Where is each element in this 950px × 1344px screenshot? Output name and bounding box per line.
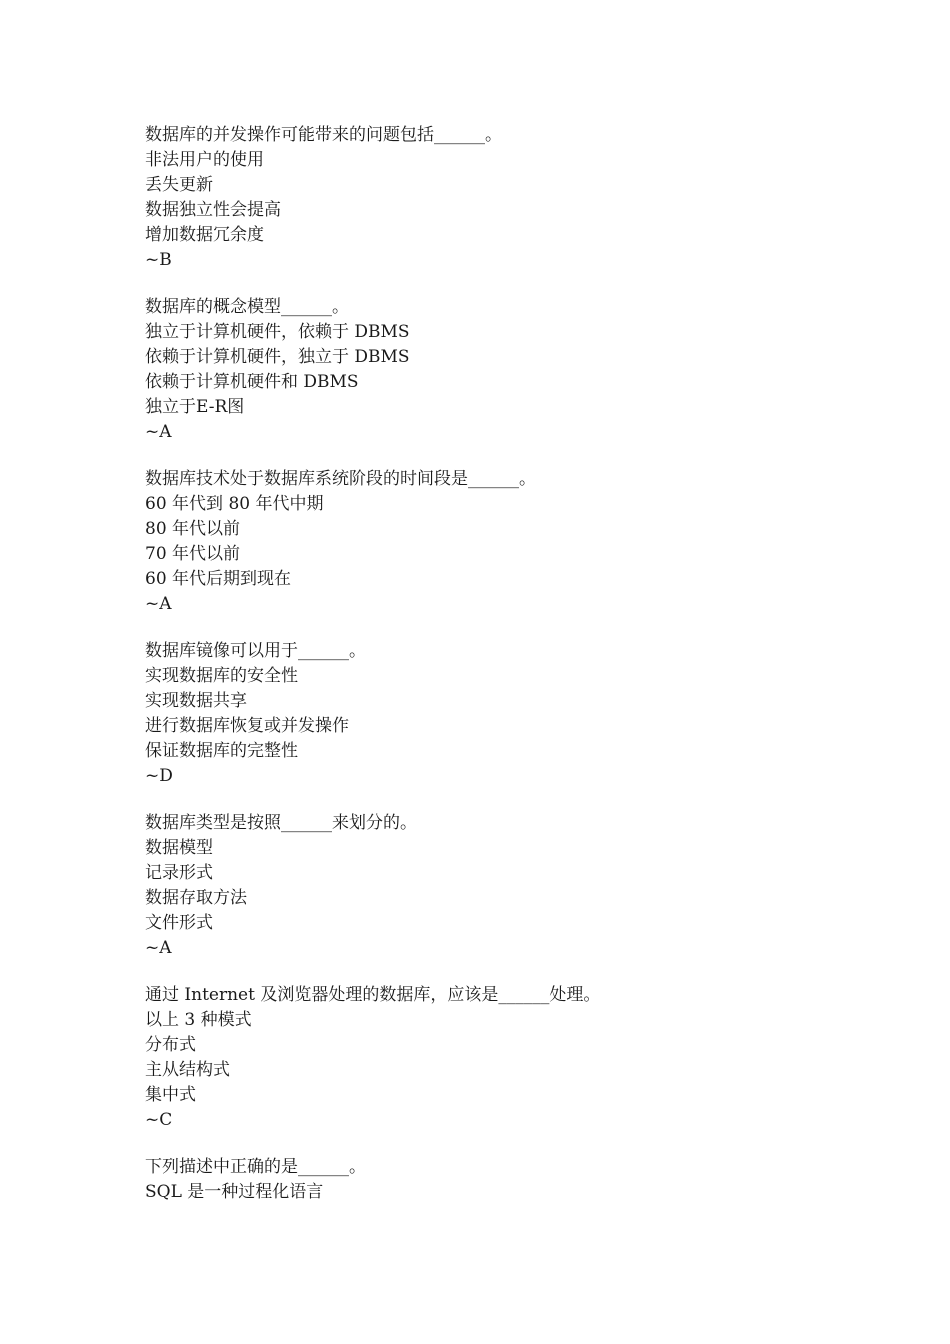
answer-key: ~D (145, 766, 173, 786)
option-text: 丢失更新 (145, 175, 213, 195)
option-text: 文件形式 (145, 913, 213, 933)
option-text: 进行数据库恢复或并发操作 (145, 716, 349, 736)
option-text: 依赖于计算机硬件和 DBMS (145, 372, 359, 392)
option-text: 实现数据库的安全性 (145, 666, 298, 686)
question-block (145, 123, 845, 273)
question-block (145, 467, 845, 617)
question-stem: 下列描述中正确的是______。 (145, 1157, 366, 1177)
option-text: 依赖于计算机硬件，独立于 DBMS (145, 347, 410, 367)
answer-key: ~C (145, 1110, 173, 1130)
question-block (145, 639, 845, 789)
option-text: 记录形式 (145, 863, 213, 883)
question-stem: 数据库的概念模型______。 (145, 297, 349, 317)
option-text: 数据模型 (145, 838, 213, 858)
option-text: 80 年代以前 (145, 519, 241, 539)
question-stem: 数据库镜像可以用于______。 (145, 641, 366, 661)
answer-key: ~B (145, 250, 172, 270)
question-stem: 数据库的并发操作可能带来的问题包括______。 (145, 125, 502, 145)
question-stem: 数据库技术处于数据库系统阶段的时间段是______。 (145, 469, 536, 489)
option-text: 60 年代到 80 年代中期 (145, 494, 324, 514)
option-text: 增加数据冗余度 (145, 225, 264, 245)
answer-key: ~A (145, 938, 172, 958)
option-text: 数据独立性会提高 (145, 200, 281, 220)
option-text: 70 年代以前 (145, 544, 241, 564)
option-text: 保证数据库的完整性 (145, 741, 298, 761)
option-text: 集中式 (145, 1085, 196, 1105)
option-text: 60 年代后期到现在 (145, 569, 292, 589)
option-text: 数据存取方法 (145, 888, 247, 908)
option-text: 独立于计算机硬件，依赖于 DBMS (145, 322, 410, 342)
question-block (145, 811, 845, 961)
option-text: 主从结构式 (145, 1060, 230, 1080)
question-stem: 数据库类型是按照______来划分的。 (145, 813, 417, 833)
option-text: 实现数据共享 (145, 691, 247, 711)
document-page (145, 123, 845, 1227)
option-text: SQL 是一种过程化语言 (145, 1182, 324, 1202)
question-block (145, 295, 845, 445)
option-text: 以上 3 种模式 (145, 1010, 252, 1030)
question-block (145, 983, 845, 1133)
question-block (145, 1155, 845, 1205)
answer-key: ~A (145, 422, 172, 442)
option-text: 非法用户的使用 (145, 150, 264, 170)
answer-key: ~A (145, 594, 172, 614)
question-stem: 通过 Internet 及浏览器处理的数据库，应该是______处理。 (145, 985, 601, 1005)
option-text: 分布式 (145, 1035, 196, 1055)
option-text: 独立于E-R图 (145, 397, 245, 417)
